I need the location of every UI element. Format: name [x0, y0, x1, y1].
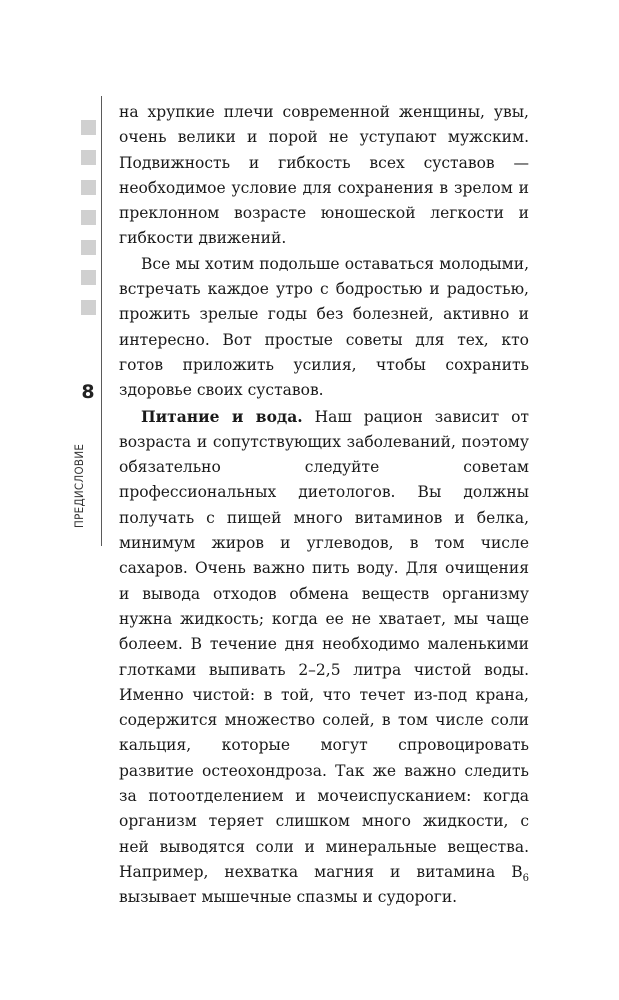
paragraph-3-text: Наш рацион зависит от возраста и сопутствующих заболеваний, поэтому обязательно следуйте советам профессиональных диетологов. Вы должны получать с пищей много витаминов и белка, минимум жиров и углеводов, в том числе сахаров. Очень важно пить воду. Для очищения и вывода отходов обмена веществ организму нужна жидкость; когда ее не хватает, мы чаще болеем. В течение дня необходимо маленькими глотками выпивать 2–2,5 литра чистой воды. Именно чистой: в той, что течет из-под крана, содержится множество солей, в том числе соли кальция, которые могут спровоцировать развитие остеохондроза. Так же важно следить за потоотделением и мочеиспусканием: когда организм теряет слишком много жидкости, с ней выводятся соли и минеральные вещества. Например, нехватка магния и витамина В [119, 407, 529, 881]
vitamin-subscript: 6 [522, 872, 529, 884]
paragraph-3-end: вызывает мышечные спазмы и судороги. [119, 888, 458, 907]
margin-square [81, 120, 96, 135]
paragraph-2: Все мы хотим подольше оставаться молодыми, встречать каждое утро с бодростью и радостью, прожить зрелые годы без болезней, активно и интересно. Вот простые советы для тех, кто готов приложить усилия, чтобы сохранить здоровье своих суставов. [119, 254, 529, 400]
paragraph-1: на хрупкие плечи современной женщины, увы, очень велики и порой не уступают мужским. Подвижность и гибкость всех суставов — необходимое условие для сохранения в зрелом и преклонном возрасте юношеской легкости и гибкости движений. [119, 103, 529, 248]
margin-square [81, 180, 96, 195]
margin-square [81, 270, 96, 285]
paragraph-3 [119, 404, 529, 911]
body-text [119, 100, 529, 911]
margin-square [81, 150, 96, 165]
margin-square [81, 240, 96, 255]
margin-rule [101, 96, 102, 546]
page-number: 8 [81, 381, 95, 403]
margin-square [81, 210, 96, 225]
margin-square [81, 300, 96, 315]
running-head: ПРЕДИСЛОВИЕ [72, 443, 86, 528]
paragraph-3-heading: Питание и вода. [141, 406, 303, 426]
margin-squares [81, 120, 96, 315]
